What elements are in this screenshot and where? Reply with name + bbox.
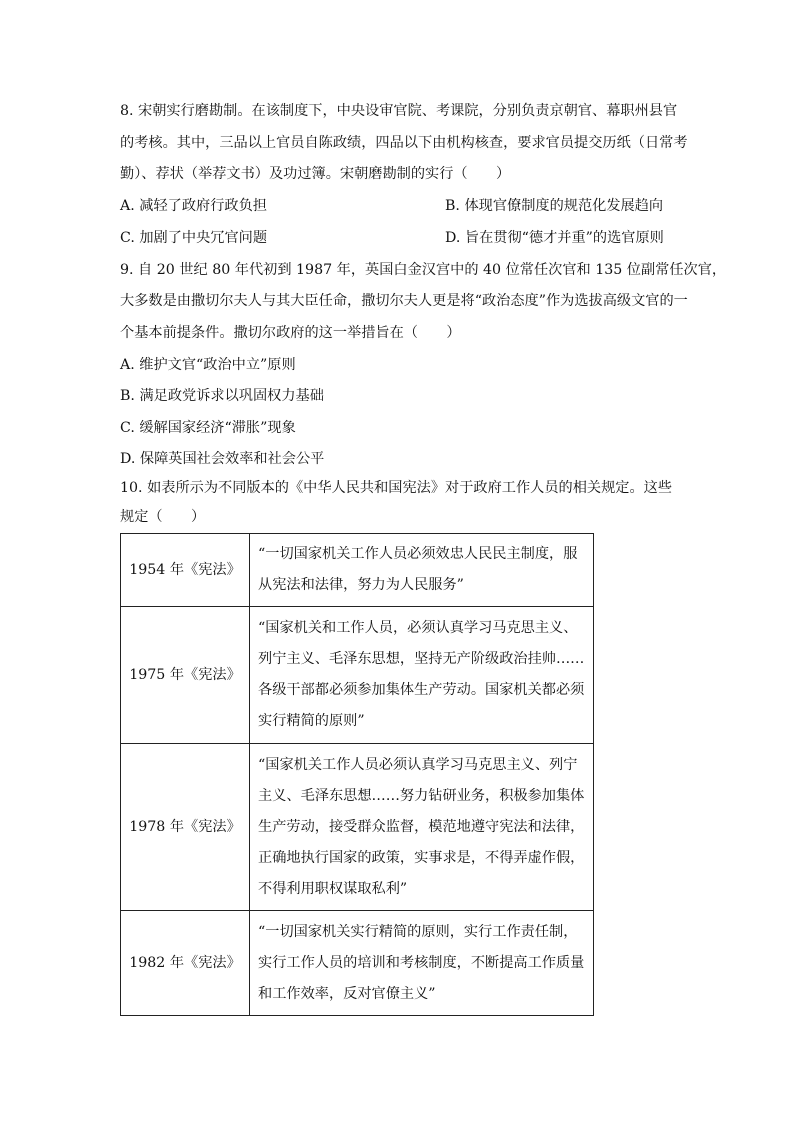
q10-line-2: 规定（ ） [120, 509, 206, 525]
q9-option-d: D. 保障英国社会效率和社会公平 [120, 451, 325, 467]
table-cell-year: 1978 年《宪法》 [121, 744, 250, 911]
constitution-table [120, 533, 594, 1016]
q8-line-1: 8. 宋朝实行磨勘制。在该制度下，中央设审官院、考课院，分别负责京朝官、幕职州县官 [120, 103, 678, 119]
q9-option-c: C. 缓解国家经济“滞胀”现象 [120, 420, 296, 436]
table-cell-text: “国家机关工作人员必须认真学习马克思主义、列宁主义、毛泽东思想……努力钻研业务，积极参加集体生产劳动，接受群众监督，模范地遵守宪法和法律，正确地执行国家的政策，实事求是，不得弄虚作假，不得利用职权谋取私利” [250, 744, 594, 911]
q9-line-2: 大多数是由撒切尔夫人与其大臣任命，撒切尔夫人更是将“政治态度”作为选拔高级文官的一 [120, 293, 688, 309]
table-row [121, 534, 594, 607]
table-cell-text: “一切国家机关实行精简的原则，实行工作责任制，实行工作人员的培训和考核制度，不断提高工作质量和工作效率，反对官僚主义” [250, 911, 594, 1016]
table-cell-year: 1982 年《宪法》 [121, 911, 250, 1016]
q9-option-a: A. 维护文官“政治中立”原则 [120, 357, 296, 373]
table-cell-text: “一切国家机关工作人员必须效忠人民民主制度，服从宪法和法律，努力为人民服务” [250, 534, 594, 607]
table-cell-year: 1954 年《宪法》 [121, 534, 250, 607]
q8-line-3: 勤）、荐状（举荐文书）及功过簿。宋朝磨勘制的实行（ ） [120, 166, 511, 182]
table-cell-text: “国家机关和工作人员，必须认真学习马克思主义、列宁主义、毛泽东思想，坚持无产阶级政治挂帅……各级干部都必须参加集体生产劳动。国家机关都必须实行精简的原则” [250, 607, 594, 744]
q8-option-b: B. 体现官僚制度的规范化发展趋向 [445, 198, 664, 214]
table-row [121, 911, 594, 1016]
q8-option-d: D. 旨在贯彻“德才并重”的选官原则 [445, 230, 664, 246]
table-cell-year: 1975 年《宪法》 [121, 607, 250, 744]
q8-line-2: 的考核。其中，三品以上官员自陈政绩，四品以下由机构核查，要求官员提交历纸（日常考 [120, 135, 688, 151]
q8-option-c: C. 加剧了中央冗官问题 [120, 230, 268, 246]
q8-option-a: A. 减轻了政府行政负担 [120, 198, 267, 214]
q9-line-3: 个基本前提条件。撒切尔政府的这一举措旨在（ ） [120, 325, 461, 341]
q10-line-1: 10. 如表所示为不同版本的《中华人民共和国宪法》对于政府工作人员的相关规定。这些 [120, 480, 673, 496]
q9-option-b: B. 满足政党诉求以巩固权力基础 [120, 388, 324, 404]
table-row [121, 744, 594, 911]
q9-line-1: 9. 自 20 世纪 80 年代初到 1987 年，英国白金汉宫中的 40 位常任次官和 135 位副常任次官， [120, 262, 727, 278]
table-row [121, 607, 594, 744]
